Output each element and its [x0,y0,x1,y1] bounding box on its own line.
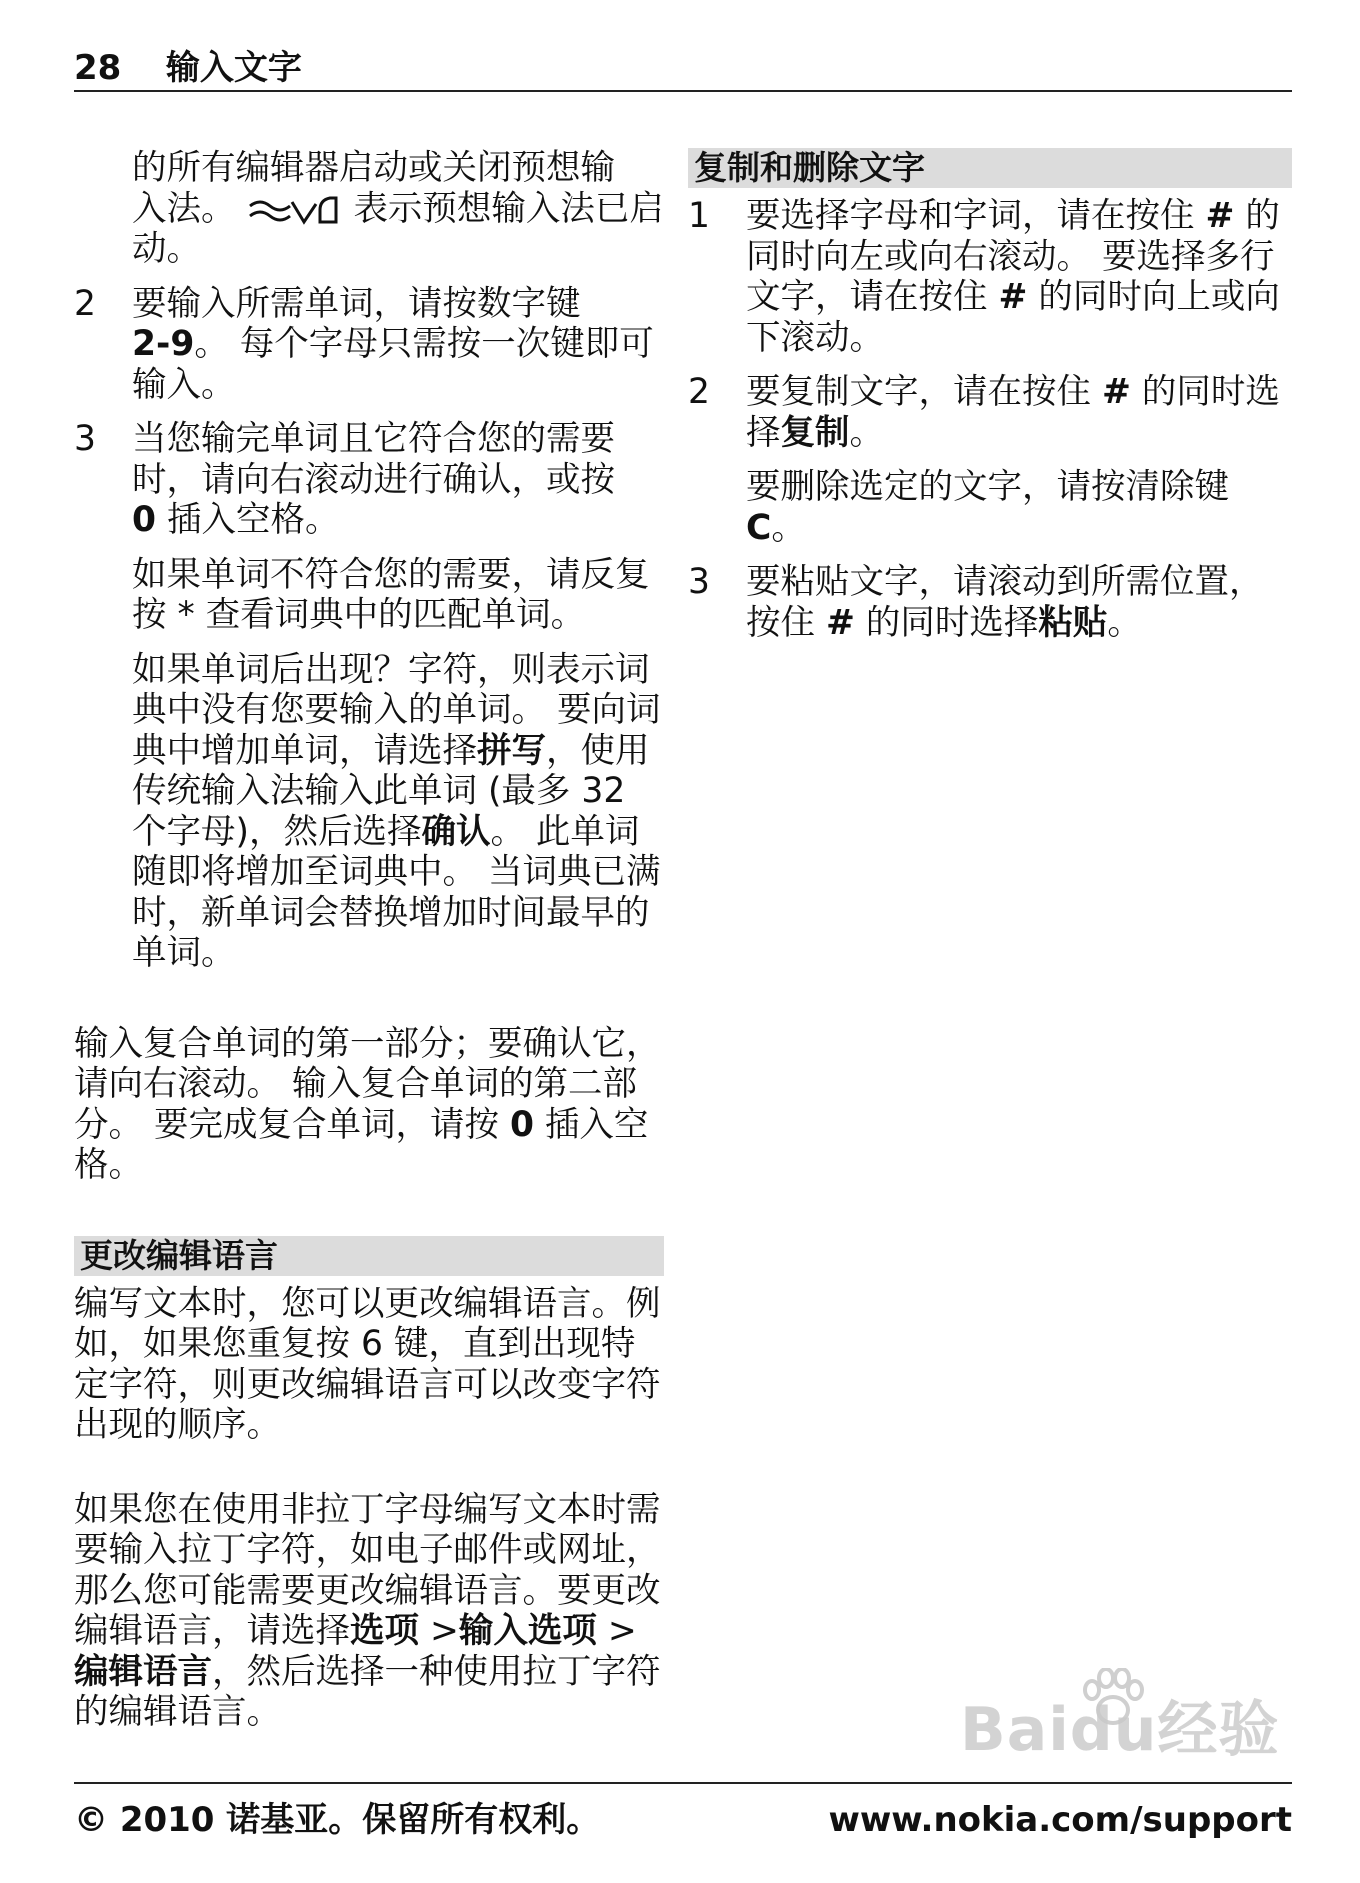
text: 输入复合单词的第一部分；要确认它，请向右滚动。 输入复合单词的第二部分。 要完成复合单词，请按 [74,1023,661,1145]
text: ，使用传统输入法输入此单词 (最多 32 个字母)，然后选择 [132,730,650,852]
compound-word-paragraph [74,1024,664,1186]
menu-term-copy: 复制 [780,412,850,453]
dictionary-paragraph: 如果单词不符合您的需要，请反复按 * 查看词典中的匹配单词。 [132,554,650,635]
menu-term-writing-language: 编辑语言 [74,1651,212,1692]
item-text [746,372,1292,453]
menu-term-confirm: 确认 [421,811,491,852]
page-title: 输入文字 [165,48,302,88]
key-label: # [1101,372,1131,412]
item-number: 3 [74,419,96,459]
language-paragraph-2 [74,1490,664,1733]
text: 要输入所需单词，请按数字键 [132,283,581,324]
predictive-text-icon [246,192,342,228]
text: 要选择字母和字词，请在按住 [746,196,1206,236]
key-label: # [825,602,855,643]
list-item [688,562,1292,643]
section-heading-language: 更改编辑语言 [74,1236,664,1276]
text: 如果您在使用非拉丁字母编写文本时需要输入拉丁字符，如电子邮件或网址，那么您可能需要更改编辑语言。要更改编辑语言，请选择 [74,1489,661,1651]
spell-paragraph [132,650,664,974]
text: 的同时向左或向右滚动。 要选择多行文字，请在按住 [746,196,1280,317]
delete-paragraph [746,467,1292,548]
copyright-text: © 2010 诺基亚。保留所有权利。 [74,1800,601,1840]
text-line: 动。 [132,229,201,269]
key-label: 0 [509,1104,534,1145]
language-paragraph-1: 编写文本时，您可以更改编辑语言。例如，如果您重复按 6 键，直到出现特定字符，则更改编辑语言可以改变字符出现的顺序。 [74,1283,661,1445]
list-item [688,196,1292,358]
text: 的同时选择 [854,602,1039,643]
text: > [596,1611,637,1651]
item-number: 1 [688,196,710,236]
menu-term-paste: 粘贴 [1038,602,1108,643]
text: 要删除选定的文字，请按清除键 [746,467,1229,507]
support-url[interactable]: www.nokia.com/support [828,1800,1292,1840]
item-number: 2 [688,372,710,412]
key-label: # [998,277,1028,317]
text: 。 每个字母只需按一次键即可输入。 [132,324,654,405]
list-item [688,372,1292,453]
text-line: 入法。 [132,188,236,229]
list-item [74,284,664,406]
text: 。 [849,412,884,453]
text: 的同时向上或向下滚动。 [746,277,1280,358]
menu-term-options: 选项 [350,1611,419,1651]
right-column [688,148,1292,643]
text: 的同时选择 [746,372,1280,453]
text: 要粘贴文字，请滚动到所需位置，按住 [746,562,1264,643]
text: 。 [1107,602,1142,643]
text-line: 表示预想输入法已启 [353,188,664,229]
item-number: 3 [688,562,710,602]
text: 如果单词后出现？字符，则表示词典中没有您要输入的单词。 要向词典中增加单词，请选择 [132,649,661,771]
key-label: 2-9 [132,324,195,364]
key-label: C [746,507,772,548]
text: ，然后选择一种使用拉丁字符的编辑语言。 [74,1651,661,1732]
item-text [746,196,1292,358]
item-text [132,419,664,541]
key-label: 0 [132,500,157,540]
text: 。 [771,507,806,548]
item-text [132,284,664,406]
menu-term-spell: 拼写 [477,730,546,771]
section-heading-copy-delete: 复制和删除文字 [688,148,1292,188]
text: > [419,1611,459,1651]
text: 插入空格。 [156,500,340,540]
text: 插入空格。 [74,1104,649,1185]
text: 当您输完单词且它符合您的需要时，请向右滚动进行确认，或按 [132,419,615,500]
item-text [746,562,1292,643]
item-number: 2 [74,283,96,324]
list-item [74,419,664,541]
watermark: Baidu经验 [960,1695,1280,1765]
page-number: 28 [74,48,122,88]
text-line: 的所有编辑器启动或关闭预想输 [132,148,615,188]
page-footer [74,1782,1292,1840]
text: 要复制文字，请在按住 [746,372,1102,412]
text: 。 此单词随即将增加至词典中。 当词典已满时，新单词会替换增加时间最早的单词。 [132,811,661,973]
left-column [74,148,664,1733]
key-label: # [1205,196,1235,236]
continuation-paragraph [132,148,664,270]
menu-term-input-options: 输入选项 [458,1611,597,1651]
page-header [74,48,1292,92]
